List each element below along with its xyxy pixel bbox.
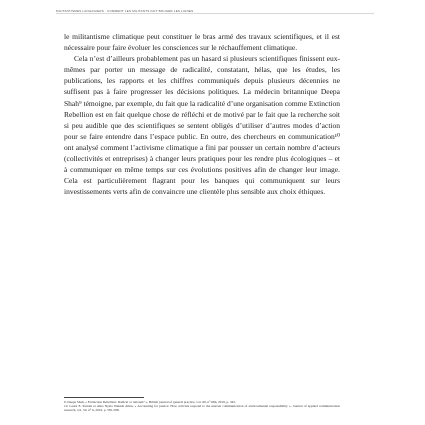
running-header: MILITANTISMES LANGAGIERS : COMMENT LES MILITANTS FAIT BOUGER LES LIGNES	[56, 9, 194, 13]
footnote: 10. Laura E. Partain et Aiko Nyala Wakida Allen, « Accounting for justice: How activists respond to the uneven communication of environmental responsibility », Journal of applied communication research, vol. 50, n° 6, 2022, p. 581-598.	[64, 404, 340, 412]
footnote: 9. Deepa Shah, « Extinction Rebellion: Radical or rational? », British journal of general practice, vol. 69, n° 684, 2019, p. 345.	[64, 400, 236, 404]
paragraph: Cela n’est d’ailleurs probablement pas un hasard si plusieurs scientifiques finissent eux-mêmes par porter un message de radicalité, constatant, hélas, que les études, les publications, les rapports et les chiffres communiqués depuis plusieurs décennies ne suffisent pas à faire progresser les décisions politiques. La médecin britannique Deepa Shah⁹ témoigne, par exemple, du fait que la radicalité d’une organisation comme Extinction Rebellion est en fait quelque chose de réfléchi et de motivé par le fait que la recherche soit si peu audible que des scientifiques se sentent obligés d’utiliser d’autres modes d’action pour se faire entendre dans l’espace public. En outre, des chercheurs en communication¹⁰ ont analysé comment l’activisme climatique a fini par pousser un certain nombre d’acteurs (collectivités et entreprises) à changer leurs pratiques pour les rendre plus écologiques – et à communiquer en même temps sur ces évolutions positives afin de changer leur image. Cela est particulièrement flagrant pour les banques qui communiquent sur leurs investissements verts afin de convaincre une clientèle plus sensible aux choix éthiques.	[64, 54, 340, 197]
header-divider	[56, 13, 374, 14]
paragraph: le militantisme climatique peut constituer le bras armé des travaux scientifiques, et il est nécessaire pour faire évoluer les consciences sur le réchauffement climatique.	[64, 32, 340, 53]
main-text	[64, 31, 340, 197]
footnote-divider	[64, 397, 144, 398]
footnotes	[64, 400, 340, 412]
